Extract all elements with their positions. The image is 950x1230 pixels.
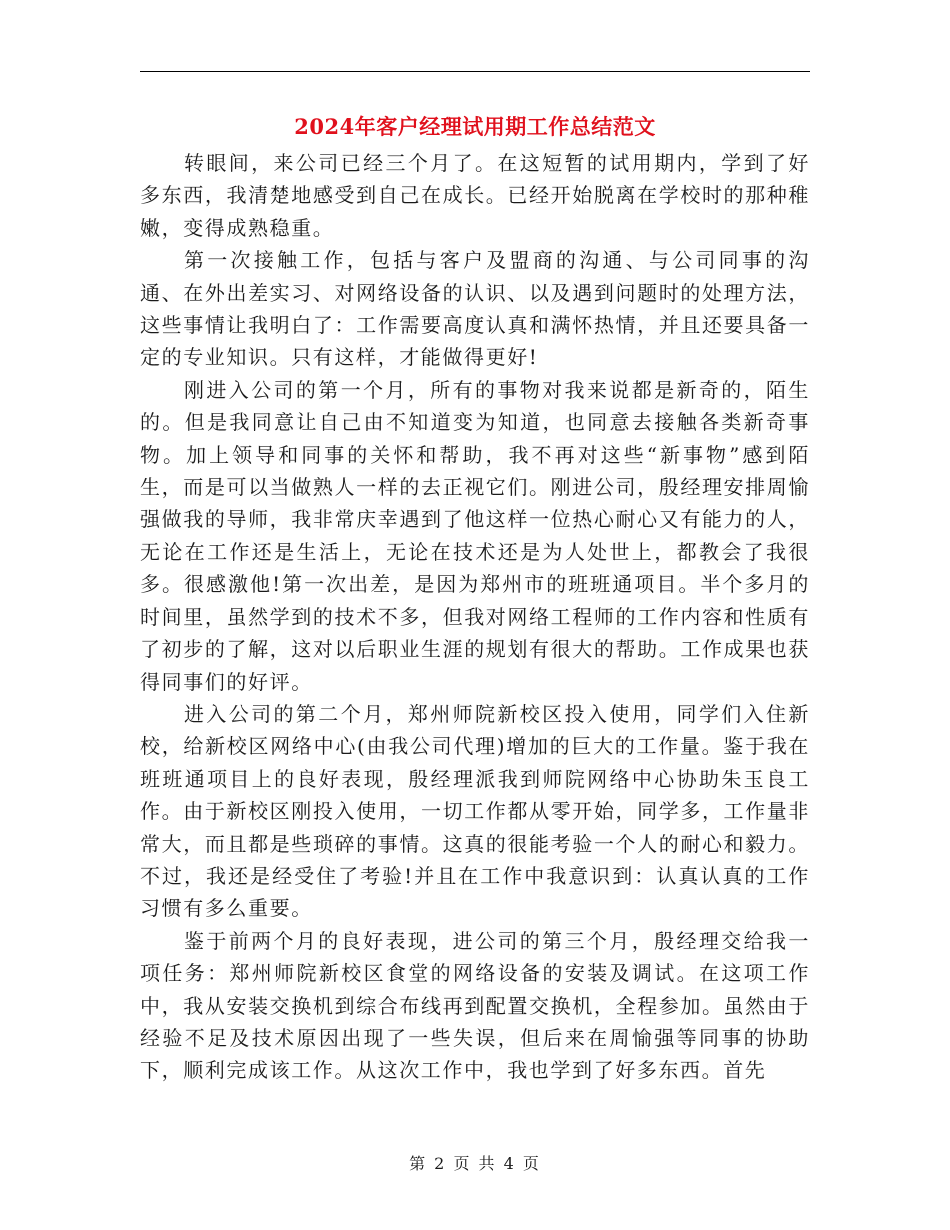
total-page-count: 4 [503,1154,516,1173]
page-number-footer [140,1152,810,1176]
body-paragraph-5: 鉴于前两个月的良好表现，进公司的第三个月，殷经理交给我一项任务：郑州师院新校区食堂的网络设备的安装及调试。在这项工作中，我从安装交换机到综合布线再到配置交换机，全程参加。虽然由于经验不足及技术原因出现了一些失误，但后来在周愉强等同事的协助下，顺利完成该工作。从这次工作中，我也学到了好多东西。首先 [140,928,810,1083]
body-paragraph-3: 刚进入公司的第一个月，所有的事物对我来说都是新奇的，陌生的。但是我同意让自己由不知道变为知道，也同意去接触各类新奇事物。加上领导和同事的关怀和帮助，我不再对这些“新事物”感到陌生，而是可以当做熟人一样的去正视它们。刚进公司，殷经理安排周愉强做我的导师，我非常庆幸遇到了他这样一位热心耐心又有能力的人，无论在工作还是生活上，无论在技术还是为人处世上，都教会了我很多。很感激他!第一次出差，是因为郑州市的班班通项目。半个多月的时间里，虽然学到的技术不多，但我对网络工程师的工作内容和性质有了初步的了解，这对以后职业生涯的规划有很大的帮助。工作成果也获得同事们的好评。 [140,377,810,694]
header-rule [140,71,810,72]
body-paragraph-1: 转眼间，来公司已经三个月了。在这短暂的试用期内，学到了好多东西，我清楚地感受到自己在成长。已经开始脱离在学校时的那种稚嫩，变得成熟稳重。 [140,151,810,240]
page-label-middle: 页 共 [453,1154,497,1173]
current-page-number: 2 [434,1154,447,1173]
body-paragraph-4: 进入公司的第二个月，郑州师院新校区投入使用，同学们入住新校，给新校区网络中心(由我公司代理)增加的巨大的工作量。鉴于我在班班通项目上的良好表现，殷经理派我到师院网络中心协助朱玉良工作。由于新校区刚投入使用，一切工作都从零开始，同学多，工作量非常大，而且都是些琐碎的事情。这真的很能考验一个人的耐心和毅力。不过，我还是经受住了考验!并且在工作中我意识到：认真认真的工作习惯有多么重要。 [140,701,810,921]
document-body [140,147,810,1087]
page-label-prefix: 第 [409,1154,428,1173]
page-label-suffix: 页 [522,1154,541,1173]
body-paragraph-2: 第一次接触工作，包括与客户及盟商的沟通、与公司同事的沟通、在外出差实习、对网络设备的认识、以及遇到问题时的处理方法，这些事情让我明白了：工作需要高度认真和满怀热情，并且还要具备一定的专业知识。只有这样，才能做得更好! [140,248,810,370]
document-title: 2024年客户经理试用期工作总结范文 [294,114,656,139]
